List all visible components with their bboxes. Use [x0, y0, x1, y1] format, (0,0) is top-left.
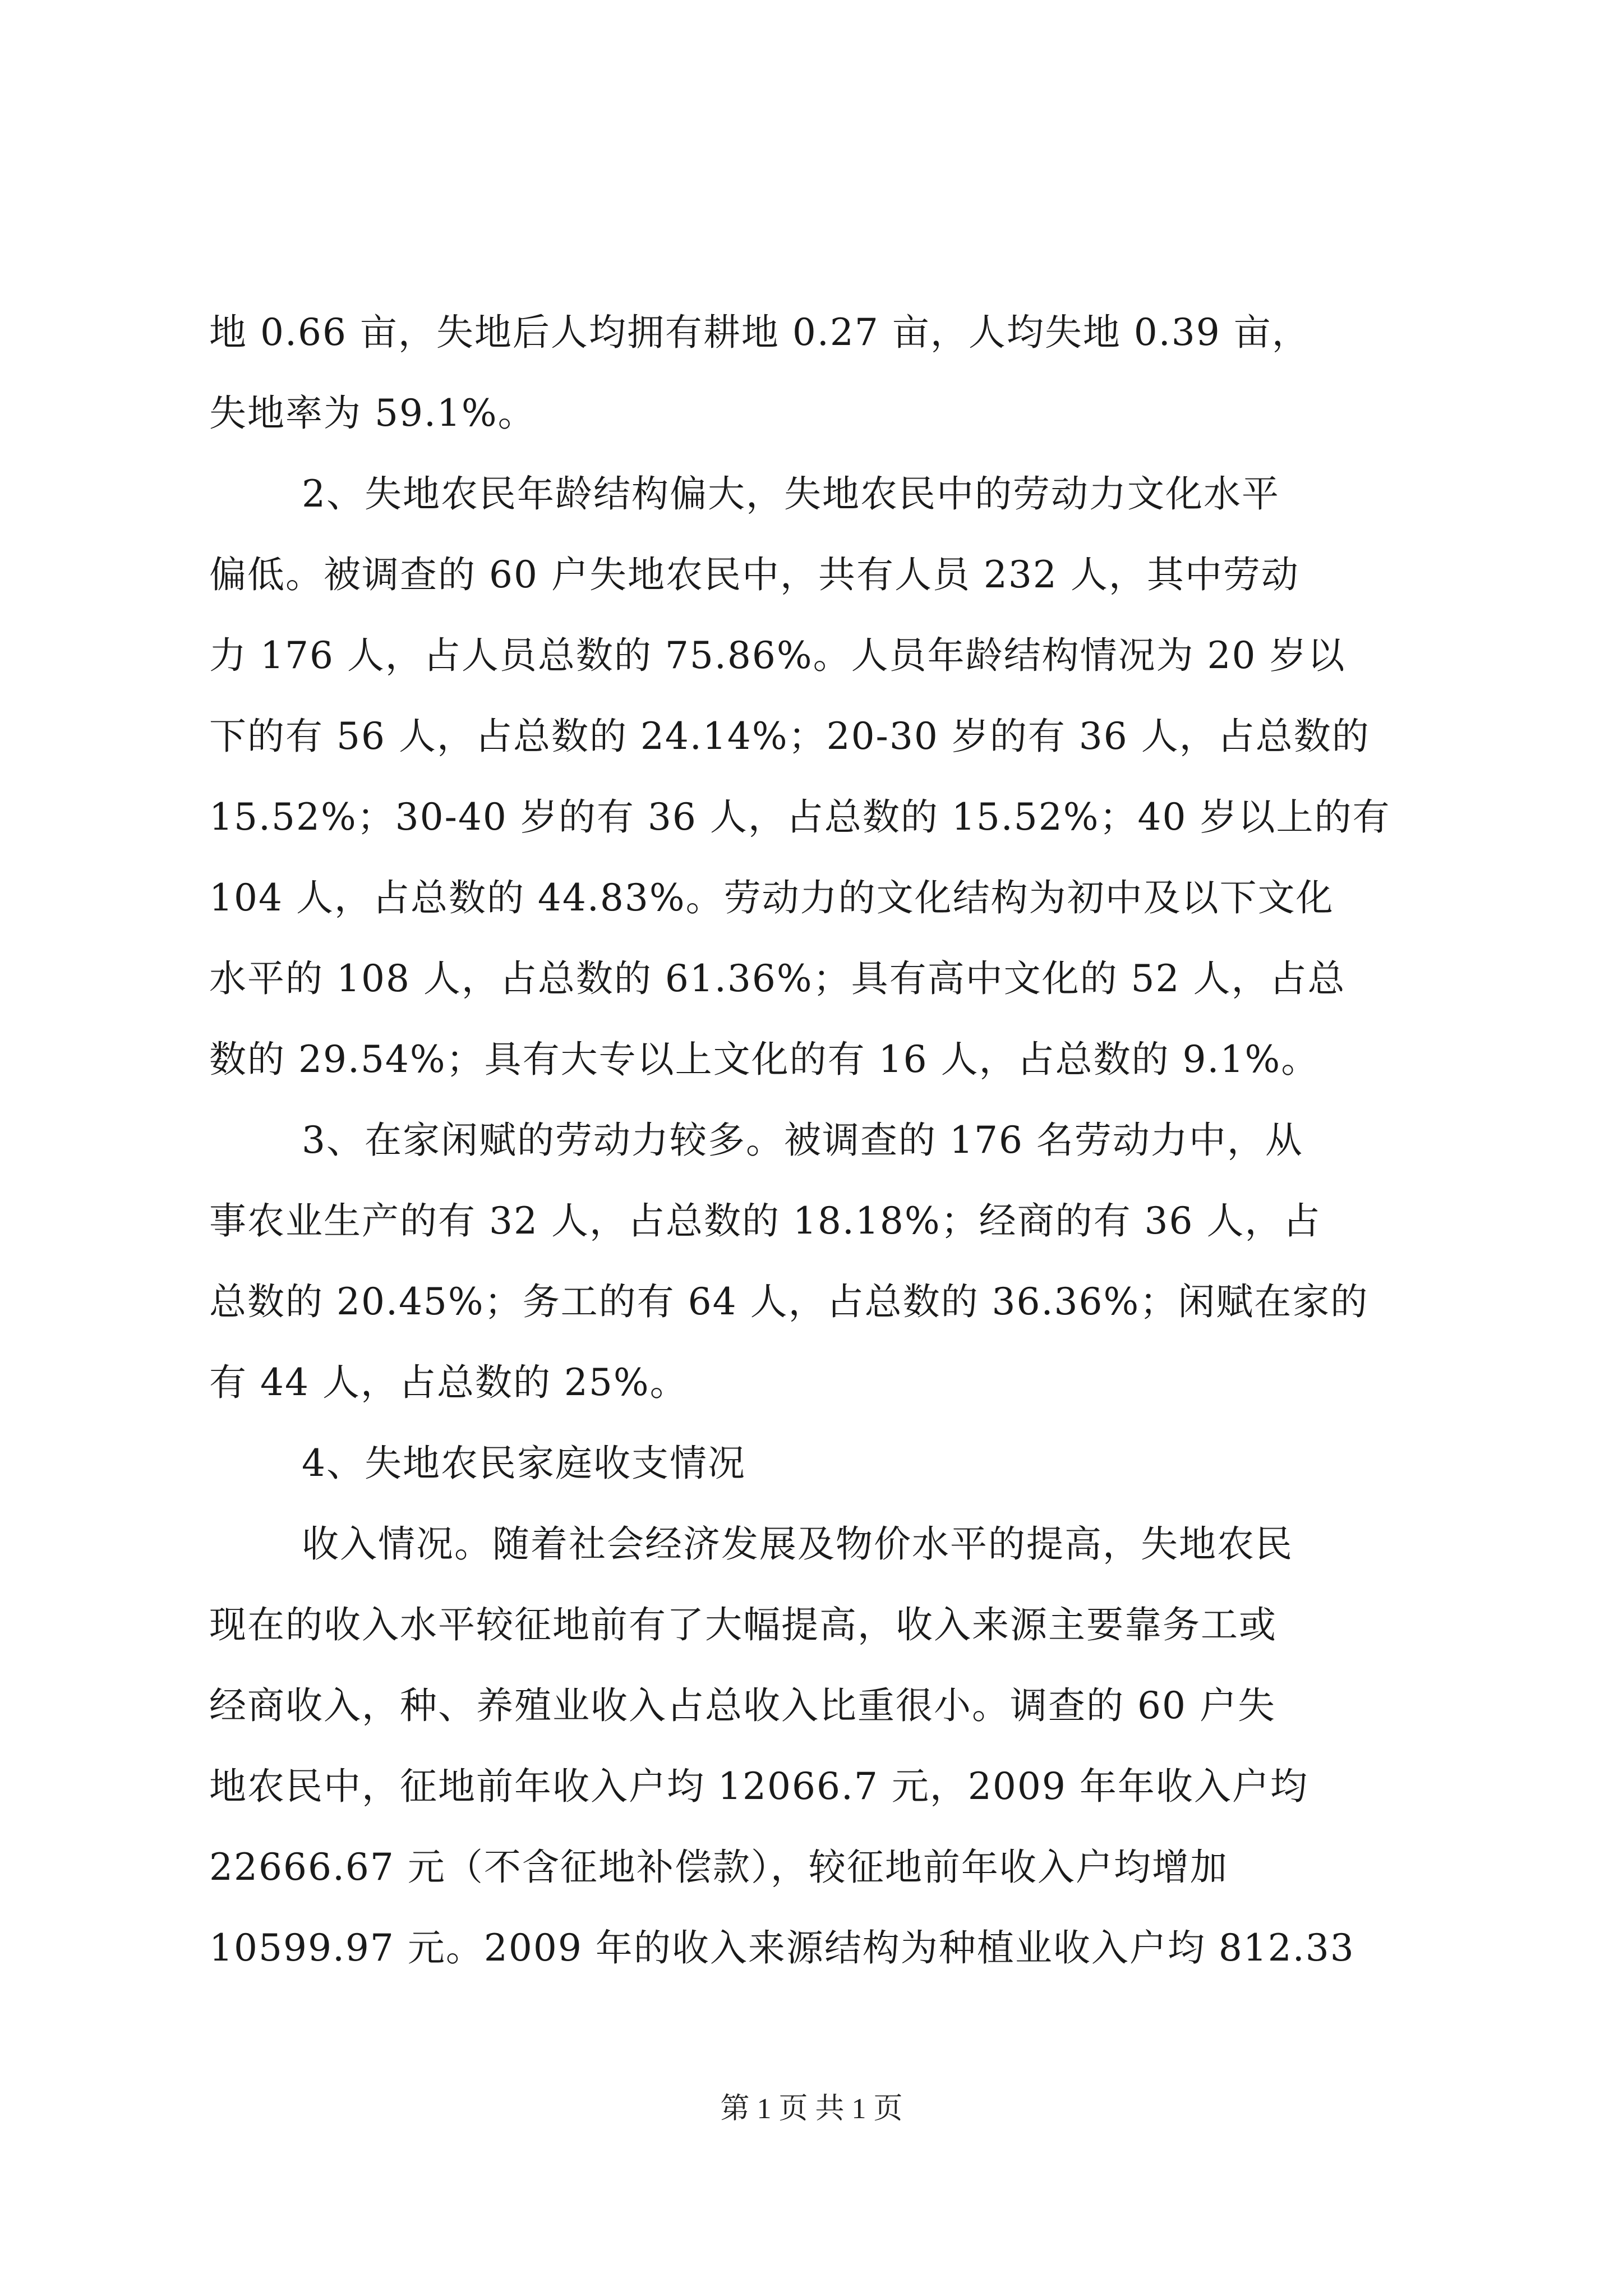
text-line: 有 44 人，占总数的 25%。: [209, 1361, 688, 1404]
text-line: 经商收入，种、养殖业收入占总收入比重很小。调查的 60 户失: [209, 1684, 1276, 1727]
income-paragraph-start: 收入情况。随着社会经济发展及物价水平的提高，失地农民: [302, 1522, 1293, 1566]
text-line: 15.52%；30-40 岁的有 36 人，占总数的 15.52%；40 岁以上的有: [209, 795, 1391, 839]
text-line: 下的有 56 人，占总数的 24.14%；20-30 岁的有 36 人，占总数的: [209, 715, 1370, 758]
paragraph-2-heading: 2、失地农民年龄结构偏大，失地农民中的劳动力文化水平: [302, 472, 1280, 516]
text-line: 现在的收入水平较征地前有了大幅提高，收入来源主要靠务工或: [209, 1603, 1277, 1646]
text-line: 地 0.66 亩，失地后人均拥有耕地 0.27 亩，人均失地 0.39 亩，: [209, 311, 1310, 354]
text-line: 失地率为 59.1%。: [209, 392, 536, 435]
text-line: 数的 29.54%；具有大专以上文化的有 16 人，占总数的 9.1%。: [209, 1038, 1320, 1081]
paragraph-3-heading: 3、在家闲赋的劳动力较多。被调查的 176 名劳动力中，从: [302, 1119, 1303, 1162]
text-line: 水平的 108 人，占总数的 61.36%；具有高中文化的 52 人，占总: [209, 957, 1346, 1000]
page-number-footer: 第 1 页 共 1 页: [720, 2093, 903, 2125]
text-line: 总数的 20.45%；务工的有 64 人，占总数的 36.36%；闲赋在家的: [209, 1280, 1369, 1323]
text-line: 104 人，占总数的 44.83%。劳动力的文化结构为初中及以下文化: [209, 876, 1334, 919]
text-line: 22666.67 元（不含征地补偿款），较征地前年收入户均增加: [209, 1846, 1228, 1889]
text-line: 偏低。被调查的 60 户失地农民中，共有人员 232 人，其中劳动: [209, 553, 1299, 596]
text-line: 事农业生产的有 32 人，占总数的 18.18%；经商的有 36 人，占: [209, 1199, 1321, 1243]
text-line: 10599.97 元。2009 年的收入来源结构为种植业收入户均 812.33: [209, 1926, 1355, 1970]
paragraph-4-heading: 4、失地农民家庭收支情况: [302, 1442, 746, 1485]
text-line: 力 176 人，占人员总数的 75.86%。人员年龄结构情况为 20 岁以: [209, 634, 1346, 677]
text-line: 地农民中，征地前年收入户均 12066.7 元，2009 年年收入户均: [209, 1765, 1308, 1808]
